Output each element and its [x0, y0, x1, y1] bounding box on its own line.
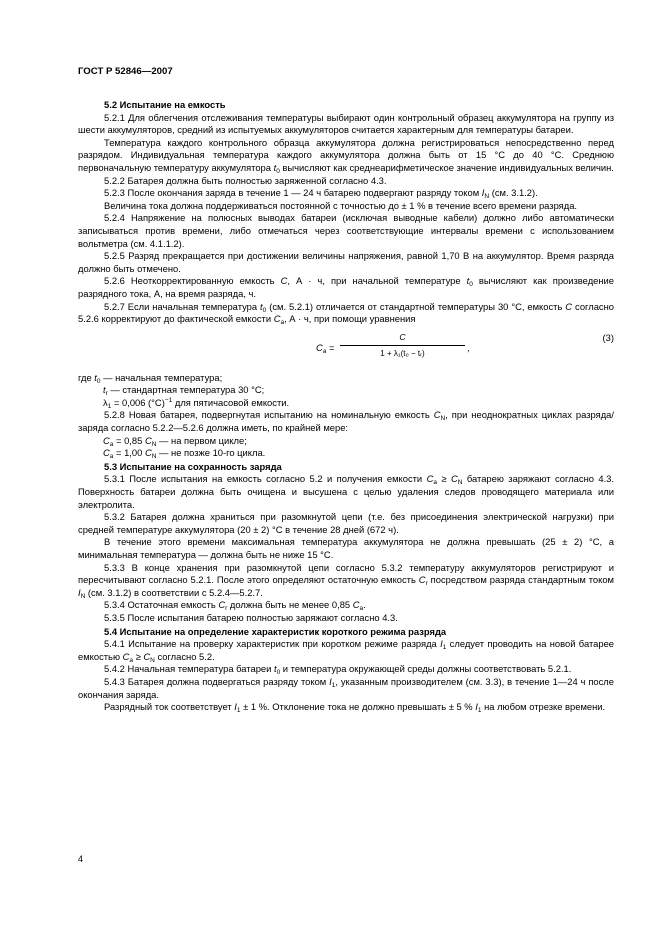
legend-t0: где $t_0$ — начальная температура; — [78, 371, 223, 385]
paragraph-5-4-3: 5.4.3 Батарея должна подвергаться разряду током $I_1$, указанным производителем (см. 3.3), в течение 1—24 ч после окончания заряда. — [78, 675, 614, 700]
paragraph-5-2-3: 5.2.3 После окончания заряда в течение 1 — 24 ч батарею подвергают разряду током $I_N$ (см. 3.1.2). — [104, 187, 538, 201]
requirement-tenth-cycle: $С_a = 1,00$ $С_N$ — не позже 10-го цикла. — [103, 447, 266, 461]
formula-number: (3) — [602, 331, 614, 343]
paragraph-5-4-2: 5.4.2 Начальная температура батареи $t_0$ и температура окружающей среды должны соответствовать 5.2.1. — [104, 663, 572, 677]
section-title-5-3: 5.3 Испытание на сохранность заряда — [104, 460, 282, 472]
formula-3 — [78, 329, 614, 369]
section-title-5-2: 5.2 Испытание на емкость — [104, 99, 226, 110]
paragraph-5-3-2: 5.3.2 Батарея должна храниться при разомкнутой цепи (т.е. без присоединения электрической нагрузки) при средней температуре аккумулятора (20 ± 2) °С в течение 28 дней (672 ч). — [78, 511, 614, 535]
fraction-bar — [340, 345, 465, 346]
paragraph-5-2-1-temperature: Температура каждого контрольного образца аккумулятора должна регистрироваться непосредственно перед разрядом. Индивидуальная температура каждого аккумулятора должна быть от 15 °С до 40 °С. Среднюю первоначальную температуру аккумулятора $t_0$ вычисляют как среднеарифметическое значение индивидуальных величин. — [78, 136, 614, 175]
legend-tr: $t_r$ — стандартная температура 30 °С; — [103, 384, 265, 398]
paragraph-5-4-3-tolerance: Разрядный ток соответствует $I_1 \pm 1$ %. Отклонение тока не должно превышать ± 5 % $I_1$ на любом отрезке времени. — [104, 701, 606, 715]
paragraph-5-2-8: 5.2.8 Новая батарея, подвергнутая испытанию на номинальную емкость $С_N$, при неоднократных циклах разряда/заряда согласно 5.2.2—5.2.6 должна иметь, по крайней мере: — [78, 409, 615, 434]
formula-lhs: $C_a$ = — [316, 341, 335, 355]
paragraph-5-2-2: 5.2.2 Батарея должна быть полностью заряженной согласно 4.3. — [104, 174, 387, 186]
paragraph-5-2-1: 5.2.1 Для облегчения отслеживания температуры выбирают один контрольный образец аккумулятора на группу из шести аккумуляторов, средний из испытуемых аккумуляторов считается характерным для температуры батареи. — [78, 111, 614, 136]
legend-lambda: $\lambda_1 = 0,006$ $(^\circ С)^{-1}$ для пятичасовой емкости. — [103, 396, 290, 410]
formula-fraction — [340, 331, 465, 361]
formula-comma: , — [467, 341, 470, 353]
document-header: ГОСТ Р 52846—2007 — [78, 66, 173, 77]
paragraph-5-2-6: 5.2.6 Неоткорректированную емкость С, А · ч, при начальной температуре $t_0$ вычисляют как произведение разрядного тока, А, на время разряда, ч. — [78, 275, 615, 299]
page-number: 4 — [78, 854, 84, 864]
paragraph-5-3-4: 5.3.4 Остаточная емкость $С_r$ должна быть не менее 0,85 $С_a$. — [104, 599, 366, 613]
capacity-requirements — [78, 435, 614, 460]
formula-denominator: 1 + λ₁(t₀ − tᵣ) — [380, 349, 425, 359]
paragraph-5-2-4: 5.2.4 Напряжение на полюсных выводах батареи (исключая выводные кабели) должно либо автоматически записываться против времени, либо отмечаться через соответствующие интервалы времени с использованием вольтметра (см. 4.1.1.2). — [78, 212, 614, 249]
paragraph-5-3-2-limits: В течение этого времени максимальная температура аккумулятора не должна превышать (25 ± 2) °С, а минимальная температура — должна быть не ниже 15 °С. — [78, 536, 614, 560]
paragraph-5-3-1: 5.3.1 После испытания на емкость согласно 5.2 и получения емкости $С_a \ge С_N$ батарею заряжают согласно 4.3. Поверхность батареи должна быть очищена и высушена с целью удаления следов проводящего материала или электролита. — [78, 473, 615, 510]
paragraph-5-2-3-current: Величина тока должна поддерживаться постоянной с точностью до ± 1 % в течение всего времени разряда. — [104, 199, 578, 211]
paragraph-5-2-7: 5.2.7 Если начальная температура $t_0$ (см. 5.2.1) отличается от стандартной температуры 30 °С, емкость С согласно 5.2.6 корректируют до фактической емкости $С_a$, А · ч, при помощи уравнения — [78, 300, 615, 327]
requirement-first-cycle: $С_a = 0,85$ $С_N$ — на первом цикле; — [103, 434, 247, 448]
paragraph-5-4-1: 5.4.1 Испытание на проверку характеристик при коротком режиме разряда $I_1$ следует проводить на новой батарее емкостью $С_a \ge С_N$ согласно 5.2. — [78, 638, 614, 664]
document-body — [78, 98, 614, 714]
formula-legend — [78, 372, 614, 410]
formula-numerator: C — [399, 331, 406, 342]
paragraph-5-2-5: 5.2.5 Разряд прекращается при достижении величины напряжения, равной 1,70 В на аккумулятор. Время разряда должно быть отмечено. — [78, 250, 614, 274]
section-title-5-4: 5.4 Испытание на определение характеристик короткого режима разряда — [104, 625, 447, 637]
paragraph-5-3-3: 5.3.3 В конце хранения при разомкнутой цепи согласно 5.3.2 температуру аккумуляторов регистрируют и пересчитывают согласно 5.2.1. После этого определяют остаточную емкость $С_r$ посредством разряда стандартным током $I_N$ (см. 3.1.2) в соответствии с 5.2.4—5.2.7. — [78, 561, 614, 600]
paragraph-5-3-5: 5.3.5 После испытания батарею полностью заряжают согласно 4.3. — [104, 611, 398, 623]
